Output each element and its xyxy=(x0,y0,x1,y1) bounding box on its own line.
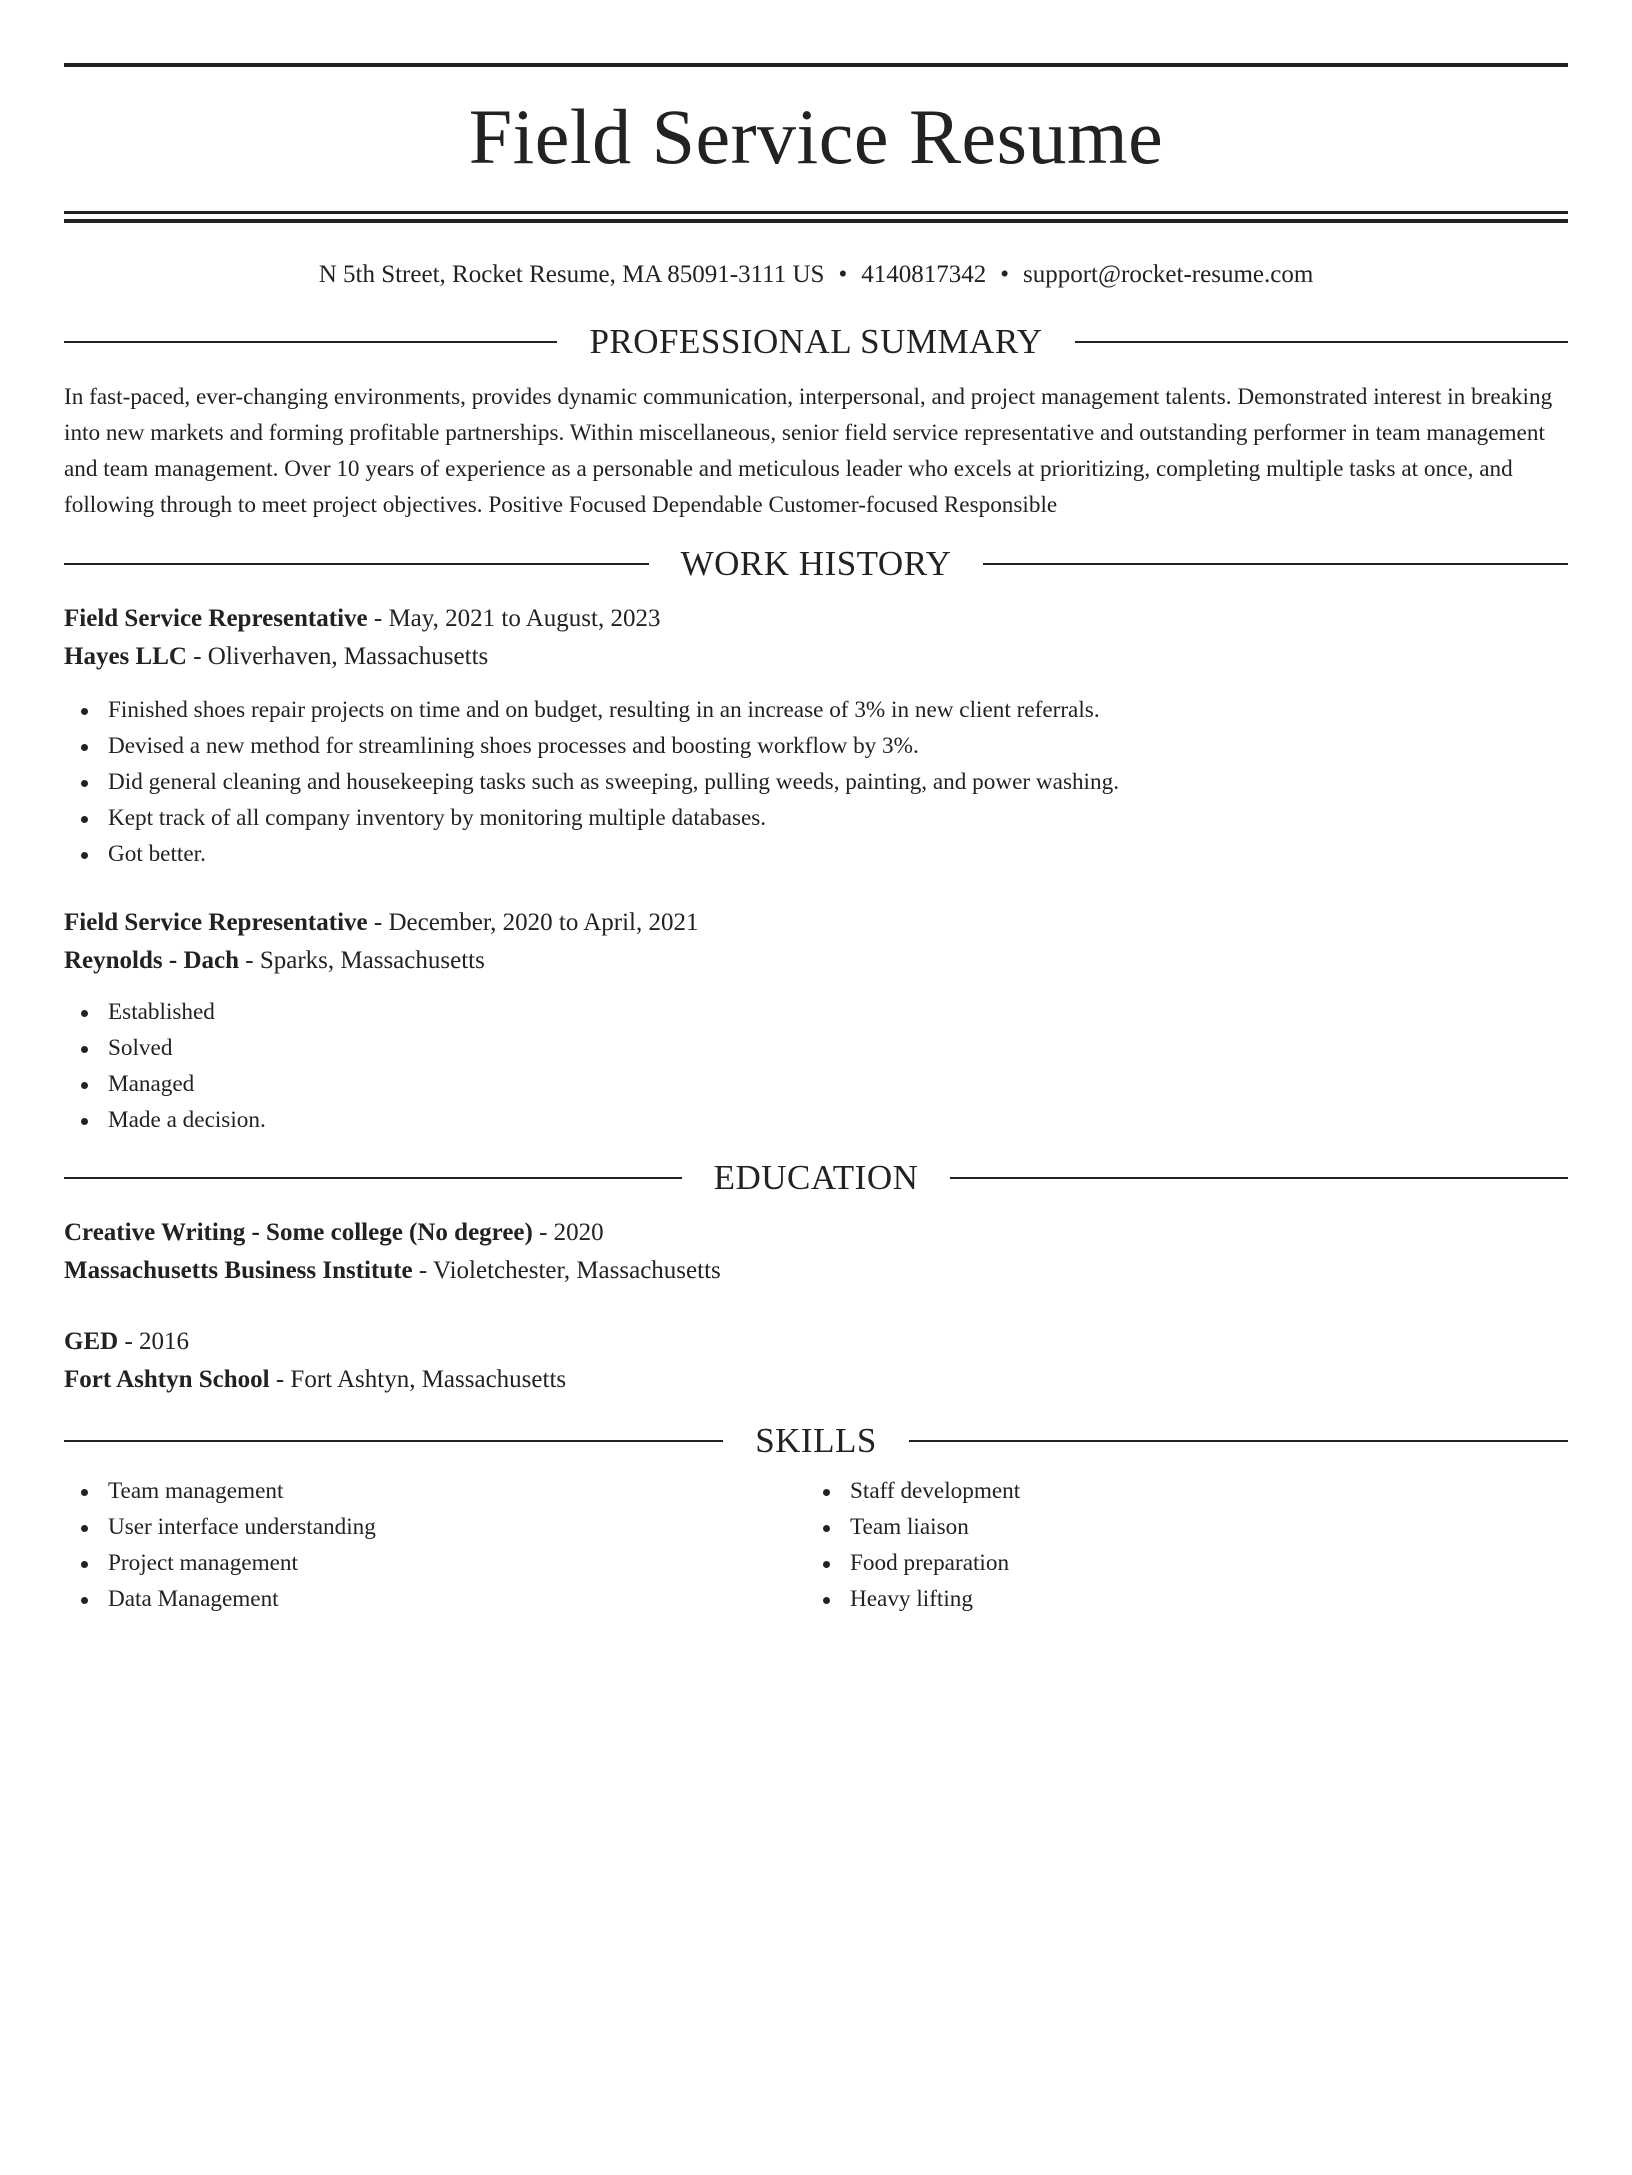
job-location: - Oliverhaven, Massachusetts xyxy=(186,643,489,670)
skills-column-right xyxy=(806,1473,1548,1617)
heading-rule xyxy=(909,1440,1568,1442)
heading-rule xyxy=(983,563,1568,565)
education-location: - Fort Ashtyn, Massachusetts xyxy=(269,1366,567,1393)
list-item: Got better. xyxy=(64,836,1568,872)
education-year: - 2016 xyxy=(118,1328,190,1355)
contact-email: support@rocket-resume.com xyxy=(1022,261,1314,288)
list-item: Team management xyxy=(64,1473,806,1509)
job-dates: - December, 2020 to April, 2021 xyxy=(367,909,699,936)
contact-separator: • xyxy=(838,261,848,288)
contact-separator: • xyxy=(1000,261,1009,288)
section-heading-work-history xyxy=(64,544,1568,584)
list-item: Devised a new method for streamlining shoes processes and boosting workflow by 3%. xyxy=(64,728,1568,764)
job-location: - Sparks, Massachusetts xyxy=(239,947,485,974)
section-heading-skills xyxy=(64,1421,1568,1461)
skills-grid xyxy=(64,1473,1568,1617)
resume-page xyxy=(0,63,1632,2175)
list-item: Team liaison xyxy=(806,1509,1548,1545)
job-company-line xyxy=(64,942,1568,980)
job-title: Field Service Representative xyxy=(64,909,368,936)
list-item: User interface understanding xyxy=(64,1509,806,1545)
job-entry xyxy=(64,904,1568,1138)
section-title: EDUCATION xyxy=(713,1158,919,1197)
education-degree: GED xyxy=(64,1328,119,1355)
section-title: WORK HISTORY xyxy=(680,544,952,583)
list-item: Food preparation xyxy=(806,1545,1548,1581)
contact-address: N 5th Street, Rocket Resume, MA 85091-3111 US xyxy=(318,261,825,288)
education-school-line xyxy=(64,1252,1568,1290)
heading-rule xyxy=(64,1440,723,1442)
heading-rule xyxy=(64,563,649,565)
list-item: Did general cleaning and housekeeping tasks such as sweeping, pulling weeds, painting, and power washing. xyxy=(64,764,1568,800)
education-school: Massachusetts Business Institute xyxy=(64,1257,413,1284)
education-degree-line xyxy=(64,1323,1568,1361)
summary-text: In fast-paced, ever-changing environments, provides dynamic communication, interpersonal, and project management talents. Demonstrated interest in breaking into new markets and forming profitable partnerships. Within miscellaneous, senior field service representative and outstanding performer in team management and team management. Over 10 years of experience as a personable and meticulous leader who excels at prioritizing, completing multiple tasks at once, and following through to meet project objectives. Positive Focused Dependable Customer-focused Responsible xyxy=(64,384,1553,518)
job-title-line xyxy=(64,904,1568,942)
education-entry xyxy=(64,1214,1568,1290)
education-school: Fort Ashtyn School xyxy=(64,1366,270,1393)
skills-column-left xyxy=(64,1473,806,1617)
title-double-rule xyxy=(64,211,1568,223)
job-bullets xyxy=(64,692,1568,872)
list-item: Data Management xyxy=(64,1581,806,1617)
list-item: Project management xyxy=(64,1545,806,1581)
list-item: Staff development xyxy=(806,1473,1548,1509)
list-item: Heavy lifting xyxy=(806,1581,1548,1617)
job-entry xyxy=(64,600,1568,872)
list-item: Kept track of all company inventory by monitoring multiple databases. xyxy=(64,800,1568,836)
heading-rule xyxy=(950,1177,1568,1179)
education-degree: Creative Writing - Some college (No degree) xyxy=(64,1219,533,1246)
list-item: Finished shoes repair projects on time and on budget, resulting in an increase of 3% in new client referrals. xyxy=(64,692,1568,728)
heading-rule xyxy=(64,1177,682,1179)
list-item: Made a decision. xyxy=(64,1102,1568,1138)
job-title: Field Service Representative xyxy=(64,605,368,632)
heading-rule xyxy=(1075,341,1568,343)
job-company: Hayes LLC xyxy=(64,643,187,670)
section-title: SKILLS xyxy=(755,1421,877,1460)
list-item: Managed xyxy=(64,1066,1568,1102)
job-company: Reynolds - Dach xyxy=(64,947,240,974)
list-item: Established xyxy=(64,994,1568,1030)
job-title-line xyxy=(64,600,1568,638)
education-school-line xyxy=(64,1361,1568,1399)
job-bullets xyxy=(64,994,1568,1138)
section-title: PROFESSIONAL SUMMARY xyxy=(589,322,1043,361)
job-dates: - May, 2021 to August, 2023 xyxy=(367,605,661,632)
education-degree-line xyxy=(64,1214,1568,1252)
education-entry xyxy=(64,1323,1568,1399)
section-heading-summary xyxy=(64,322,1568,362)
list-item: Solved xyxy=(64,1030,1568,1066)
education-location: - Violetchester, Massachusetts xyxy=(412,1257,721,1284)
education-year: - 2020 xyxy=(532,1219,604,1246)
job-company-line xyxy=(64,638,1568,676)
contact-phone: 4140817342 xyxy=(861,261,987,288)
contact-line xyxy=(64,259,1568,291)
section-heading-education xyxy=(64,1158,1568,1198)
resume-title: Field Service Resume xyxy=(468,93,1164,180)
heading-rule xyxy=(64,341,557,343)
